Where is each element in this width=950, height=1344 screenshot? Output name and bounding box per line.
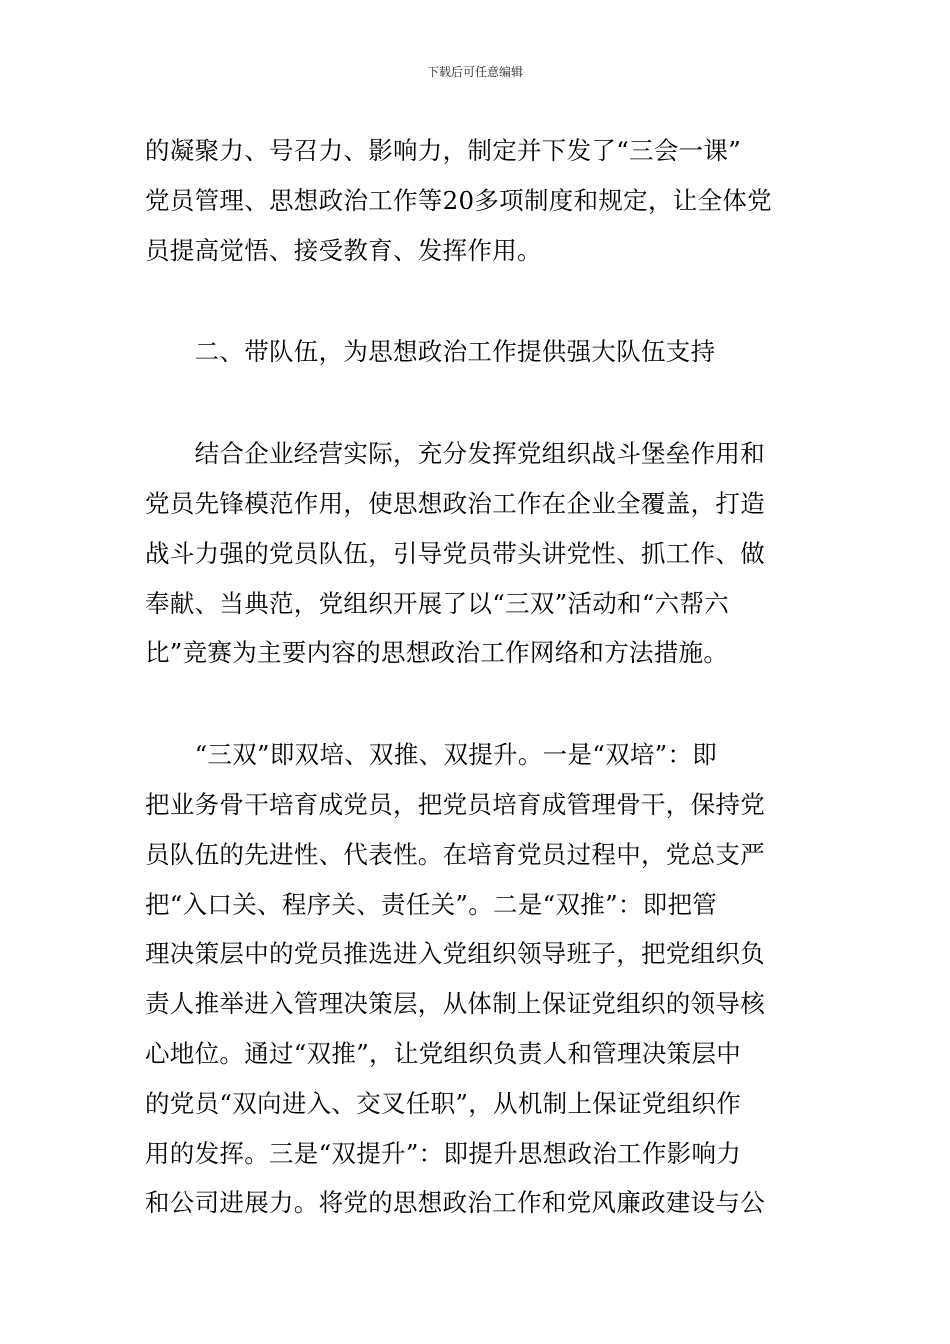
text-line: 员队伍的先进性、代表性。在培育党员过程中，党总支严 — [145, 839, 765, 869]
text-line: 把“入口关、程序关、责任关”。二是“双推”：即把管 — [145, 889, 718, 919]
page-header-note: 下载后可任意编辑 — [426, 65, 523, 79]
paragraph-1 — [145, 126, 810, 275]
document-body — [145, 126, 810, 1228]
text-line: 的凝聚力、号召力、影响力，制定并下发了“三会一课” — [145, 136, 742, 165]
paragraph-2 — [145, 429, 810, 678]
text-line: 比”竞赛为主要内容的思想政治工作网络和方法措施。 — [145, 638, 729, 668]
paragraph-3 — [145, 730, 810, 1228]
text-line: 战斗力强的党员队伍，引导党员带头讲党性、抓工作、做 — [145, 538, 765, 568]
text-line: 党员管理、思想政治工作等20多项制度和规定，让全体党 — [145, 185, 772, 215]
section-heading — [145, 327, 810, 377]
text-line: 责人推举进入管理决策层，从体制上保证党组织的领导核 — [145, 989, 765, 1019]
text-line: 心地位。通过“双推”，让党组织负责人和管理决策层中 — [145, 1038, 742, 1068]
text-line: 结合企业经营实际，充分发挥党组织战斗堡垒作用和 — [145, 439, 765, 469]
text-line: 二、带队伍，为思想政治工作提供强大队伍支持 — [145, 337, 716, 367]
text-line: 理决策层中的党员推选进入党组织领导班子，把党组织负 — [145, 939, 765, 969]
text-line: 员提高觉悟、接受教育、发挥作用。 — [145, 235, 542, 265]
text-line: 用的发挥。三是“双提升”：即提升思想政治工作影响力 — [145, 1138, 742, 1168]
paragraph-gap — [145, 678, 810, 730]
text-line: 的党员“双向进入、交叉任职”，从机制上保证党组织作 — [145, 1088, 742, 1118]
text-line: 把业务骨干培育成党员，把党员培育成管理骨干，保持党 — [145, 789, 765, 819]
paragraph-gap — [145, 377, 810, 429]
text-line: “三双”即双培、双推、双提升。一是“双培”：即 — [145, 740, 718, 770]
text-line: 党员先锋模范作用，使思想政治工作在企业全覆盖，打造 — [145, 488, 765, 518]
paragraph-gap — [145, 275, 810, 327]
text-line: 和公司进展力。将党的思想政治工作和党风廉政建设与公 — [145, 1188, 765, 1218]
text-line: 奉献、当典范，党组织开展了以“三双”活动和“六帮六 — [145, 588, 730, 618]
